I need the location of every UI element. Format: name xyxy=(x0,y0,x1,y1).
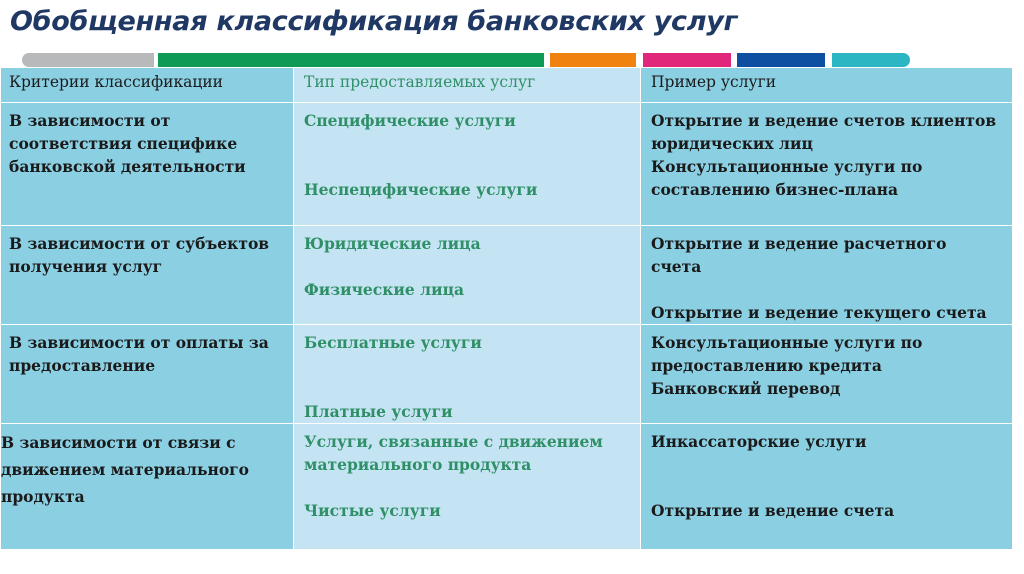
accent-bar-gray xyxy=(22,53,154,67)
service-type: Чистые услуги xyxy=(304,501,441,520)
criterion-text: В зависимости от оплаты за предоставление xyxy=(9,333,269,375)
service-type: Неспецифические услуги xyxy=(304,180,538,199)
service-type: Физические лица xyxy=(304,280,465,299)
service-example: Банковский перевод xyxy=(651,379,841,398)
header-criteria: Критерии классификации xyxy=(9,73,223,91)
service-example: Консультационные услуги по составлению бизнес-плана xyxy=(651,157,923,199)
service-example: Консультационные услуги по предоставлению кредита xyxy=(651,333,923,375)
accent-bar-blue xyxy=(737,53,825,67)
criterion-text: В зависимости от субъектов получения услуг xyxy=(9,234,270,276)
service-example: Открытие и ведение расчетного счета xyxy=(651,234,947,276)
header-example: Пример услуги xyxy=(651,73,777,91)
table-header-row xyxy=(1,68,1013,103)
service-type: Платные услуги xyxy=(304,402,453,421)
service-example: Инкассаторские услуги xyxy=(651,432,867,451)
header-service-type: Тип предоставляемых услуг xyxy=(304,73,536,91)
service-type: Бесплатные услуги xyxy=(304,333,482,352)
service-type: Услуги, связанные с движением материального продукта xyxy=(304,432,603,474)
service-example: Открытие и ведение счетов клиентов юридических лиц xyxy=(651,111,997,153)
accent-bar-pink xyxy=(643,53,731,67)
criterion-text: В зависимости от соответствия специфике банковской деятельности xyxy=(9,111,246,176)
accent-bar-strip xyxy=(0,53,1024,67)
classification-table xyxy=(0,67,1013,550)
table-row xyxy=(1,103,1013,226)
service-example: Открытие и ведение счета xyxy=(651,501,895,520)
service-type: Специфические услуги xyxy=(304,111,516,130)
slide-title: Обобщенная классификация банковских услуг xyxy=(10,6,738,37)
criterion-text: В зависимости от связи с движением материального продукта xyxy=(1,433,249,506)
accent-bar-teal xyxy=(832,53,910,67)
accent-bar-orange xyxy=(550,53,636,67)
table-row xyxy=(1,226,1013,325)
service-example: Открытие и ведение текущего счета xyxy=(651,303,987,322)
table-row xyxy=(1,325,1013,424)
accent-bar-green xyxy=(158,53,544,67)
service-type: Юридические лица xyxy=(304,234,481,253)
table-row xyxy=(1,424,1013,550)
